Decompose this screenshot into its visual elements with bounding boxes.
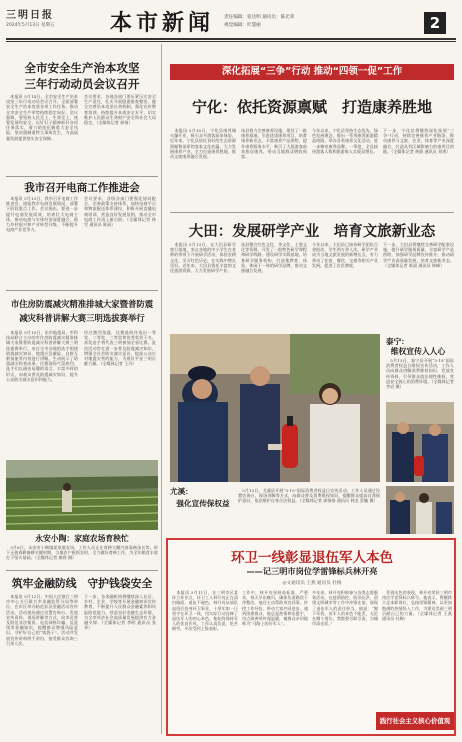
article-4-headline: 宁化：依托资源禀赋 打造康养胜地 bbox=[191, 98, 432, 116]
article-2-body-col2: 会议要求，各级各部门要强化协同配合，完善政策支持体系，加快电商平台和物流配送体系建设，积极开展直播电商培训，营造良好发展氛围，推动全市电商工作再上新台阶。（全媒体记者 林雪 通讯员 陈丽） bbox=[84, 196, 156, 228]
divider bbox=[6, 570, 158, 571]
article-9-body: 5月13日，尤溪县开展“3·15”国际消费者权益日宣传活动。工作人员通过设置咨询台、现场讲解等方式，向群众普及消费维权知识，提醒群众提高自我保护意识，依法维护自身合法权益。（全媒体记者 郭扬扬 通讯员 林龙 雷毓 摄） bbox=[238, 488, 380, 504]
article-3-body-col2: 经过激烈角逐，比赛最终评选出一等奖、二等奖、三等奖和优秀奖若干名，获奖选手将代表三明参加全省比赛。此次活动旨在进一步普及防震减灾知识，增强全社会防灾减灾意识，提高公众应对地震灾害的能力，为建设平安三明贡献力量。（全媒体记者 王丹） bbox=[84, 330, 156, 367]
article-9-headline-line2: 强化宣传保权益 bbox=[176, 499, 230, 508]
article-8-body: 5月13日，泰宁县开展“3·15”国际消费者权益日维权宣传活动，工作人员向群众讲解消费维权知识，发放宣传资料，引导群众依法理性维权，营造安全放心的消费环境。（全媒体记者 李岩 摄） bbox=[386, 358, 454, 390]
theme-banner bbox=[170, 64, 454, 80]
photo-consumer-rights bbox=[386, 402, 454, 482]
date-line: 2024年5月13日 星期五 bbox=[6, 23, 55, 28]
feature-body-col2: 工作中，林开亮坚持高标准、严要求，每天早出晚归，确保负责路段干净整洁。他还主动帮助身边同事，传授工作经验，带动大家共同进步。遇到困难群众，他总是热情伸出援手，用点滴善举传递温暖，被群众亲切地称为“马路上的好军人”。 bbox=[242, 590, 308, 627]
youxi-image bbox=[386, 486, 454, 534]
article-7-body-col2: 下一步，各金融机构将继续深入社区、乡村、企业、学校等开展金融知识宣传教育，不断提升人民群众金融素养和风险防范能力，营造良好金融生态环境，为全市经济社会高质量发展提供有力金融支撑。（全媒体记者 李明 通讯员 张华） bbox=[84, 594, 156, 631]
feature-body-col3: 多年来，林开亮积极参与各类志愿服务活动，在疫情防控、防汛抗洪、创建文明城市等工作中冲锋在前，展现了退伍军人的责任担当。他说：“脱下军装，但军人的本色不能丢，无论在哪个岗位，我都要尽职尽责，为城市添光彩。” bbox=[312, 590, 378, 627]
article-9-headline-line1: 尤溪： bbox=[170, 487, 193, 496]
rice-field-image bbox=[6, 460, 158, 530]
article-8-headline-line1: 泰宁： bbox=[386, 337, 409, 346]
article-4-body-col1: 本报讯 5月10日，宁化县康养城火爆开业，吸引众多游客前来体验。近年来，宁化县依托良好的生态资源禀赋和深厚的客家文化底蕴，大力发展康养产业，全力打造康养胜地，推动文旅康养融合发展。 bbox=[170, 128, 236, 160]
article-5-body-col1: 本报讯 5月13日，在大田县研学旅行基地，来自各地的中小学生在老师的带领下开展研学活动，体验农耕文化、学习红色历史，在实践中增长见识。近年来，大田县依托丰富的文化旅游资源，大力发展研学产业。 bbox=[170, 242, 236, 274]
photo-fire-safety-promotion bbox=[170, 334, 380, 482]
feature-headline: 环卫一线彰显退伍军人本色 bbox=[231, 550, 393, 566]
article-5-headline: 大田：发展研学产业 培育文旅新业态 bbox=[188, 224, 436, 240]
editor-line-1: 责任编辑：张达明 通讯员：陈光荣 bbox=[224, 15, 295, 20]
feature-byline: ◎文通讯员 王燕 通讯员 杜梅 bbox=[282, 581, 342, 586]
slogan-text: 践行社会主义核心价值观 bbox=[379, 717, 451, 725]
article-3-headline-line1: 市住房防震减灾精准排城大家暨普防震 bbox=[10, 299, 154, 309]
article-6-headline: 永安小陶：家庭农场育秧忙 bbox=[35, 534, 129, 543]
article-3-body: 本报讯 5月10日，由市地震局、市科技局联合主办的市住房防震减灾精准排城大家暨普防震减灾科普讲解大赛三明选拔赛举行。来自全市各地的选手围绕防震减灾知识、地震应急避险、自救互救技能等内容进行讲解，生动展示了防震减灾科普成果。比赛现场气氛热烈，选手们以通俗易懂的语言、丰富多样的形式，向观众普及防震减灾知识，提升公众防灾减灾意识和能力。 bbox=[6, 330, 78, 382]
article-5-body-col4: 下一步，大田县将继续完善研学配套设施，提升研学服务质量，丰富研学产品供给，加强研学品牌宣传推介，推动研学产业高质量发展，培育文旅新业态。（全媒体记者 陈晨 通讯员 林峰） bbox=[383, 242, 454, 268]
divider bbox=[170, 212, 454, 213]
divider bbox=[6, 290, 158, 291]
page-number-badge: 2 bbox=[424, 12, 446, 34]
feature-body-col4: 凭借出色的表现，林开亮荣获三明市岗位学雷锋标兵称号。他表示，将继续立足本职岗位，弘扬雷锋精神，以更加饱满的热情投入工作，为建设美丽三明贡献自己的力量。（全媒体记者 王燕 通讯员 杜梅） bbox=[382, 590, 452, 622]
masthead-rule-thin bbox=[6, 41, 456, 42]
article-1-body: 本报讯 5月14日，全市安全生产治本攻坚三年行动动员会议召开，全面部署安全生产治本攻坚各项工作任务，推动全市安全生产形势持续稳定向好。会议强调，要坚持人民至上、生命至上，统筹发展和安全，以钉钉子精神抓好各项任务落实，着力防范化解重大安全风险，坚决遏制重特大事故发生，为高质量发展提供坚实安全保障。 bbox=[6, 94, 78, 141]
article-4-body-col2: 该县着力完善康养设施，建设了一批康养基地，引进优质康养项目，培育康养新业态，丰富康养产品供给，提升康养服务水平，吸引了大批游客前来旅居康养，带动当地群众增收致富。 bbox=[241, 128, 307, 160]
feature-body-col1: 本报讯 5月11日，在三明市区某环卫作业点，环卫工人林开亮正在清扫路面。退伍不褪色，林开亮从部队退役后投身环卫事业，十余年如一日坚守在环卫一线，用实际行动诠释了退伍军人的初心本色。他始终保持军人的优良作风，工作认真负责，吃苦耐劳，多次受到上级表彰。 bbox=[172, 590, 238, 632]
divider bbox=[6, 176, 158, 177]
article-1-headline-line2: 三年行动动员会议召开 bbox=[24, 77, 140, 91]
article-4-body-col4: 下一步，宁化县将继续深化拓展“三争”行动，持续完善康养产业链条，推动康养与文旅、农业、体育等产业深度融合，打造具有区域影响力的康养目的地。（全媒体记者 黄丽 通讯员 刘勇） bbox=[383, 128, 454, 154]
paper-name-logo: 三明日报 bbox=[6, 10, 54, 21]
article-3-headline-line2: 减灾科普讲解大赛三明选拔赛举行 bbox=[19, 313, 145, 323]
section-title: 本市新闻 bbox=[110, 10, 215, 36]
masthead bbox=[0, 0, 462, 40]
photo-rice-nursery bbox=[6, 460, 158, 530]
theme-banner-text: 深化拓展“三争”行动 推动“四领一促”工作 bbox=[221, 66, 403, 77]
article-7-body: 本报讯 5月12日，中国人民银行三明市中心支行联合市金融监管分局等单位，在市区举办防范非法金融活动宣传活动。活动现场通过设置咨询台、发放宣传资料、现场讲解等方式，向市民普及防范非法集资、电信网络诈骗、反洗钱等金融知识，提醒群众增强风险意识，守护好自己的“钱袋子”。活动共发放宣传资料两千余份，接受群众咨询三百余人次。 bbox=[6, 594, 78, 646]
masthead-rule bbox=[6, 38, 456, 40]
article-6-caption: 5月8日，永安市小陶镇某家庭农场，工作人员正在育秧大棚内查看秧苗长势。时下正值春耕备耕关键时期，当地农户抢抓农时，全力做好育秧工作，为全年粮食丰收打下坚实基础。（全媒体记者 廖春 摄） bbox=[6, 545, 158, 561]
photo-youxi-promotion bbox=[386, 486, 454, 534]
article-1-body-col2: 会议要求，各地各部门要压紧压实安全生产责任，扎实开展隐患排查整治，健全完善治本攻坚长效机制，强化宣传教育培训，持续提升本质安全水平，切实维护人民群众生命财产安全和社会大局稳定。（全媒体记者 郭扬） bbox=[84, 94, 156, 126]
consumer-rights-image bbox=[386, 402, 454, 482]
article-7-headline: 筑牢金融防线 守护钱袋安全 bbox=[11, 577, 153, 590]
article-1-headline-line1: 全市安全生产治本攻坚 bbox=[24, 61, 140, 75]
article-2-body: 本报讯 5月13日，我市召开电商工作推进会，通报我市电商发展情况，部署下阶段重点工作。会议指出，要进一步提升电商发展质效，培育壮大电商主体，推动电商与实体经济深度融合，助力乡村振兴和产业转型升级，不断提升电商产业竞争力。 bbox=[6, 196, 78, 233]
column-divider bbox=[161, 44, 162, 734]
article-4-body-col3: 今年以来，宁化县坚持生态优先、绿色发展理念，推出一系列康养旅游精品线路，举办各类康养文化活动，进一步擦亮康养品牌。一季度，全县接待游客人数和旅游收入实现双增长。 bbox=[312, 128, 378, 154]
article-2-headline: 我市召开电商工作推进会 bbox=[24, 182, 140, 194]
article-5-body-col2: 该县整合红色文化、茶文化、土堡文化等资源，开发了一批特色研学课程和研学线路，建设研学实践基地，培育研学服务机构，打造集教育、体验、休闲于一体的研学品牌，推动文旅融合发展。 bbox=[241, 242, 307, 274]
article-8-headline-line2: 维权宣传入人心 bbox=[390, 347, 446, 356]
feature-subtitle: ——记三明市岗位学雷锋标兵林开亮 bbox=[246, 566, 378, 576]
fire-safety-image bbox=[170, 334, 380, 482]
editor-line-2: 视觉编辑：叶慧丽 bbox=[224, 23, 261, 28]
article-5-body-col3: 今年以来，大田县已接待研学团队百余批次、学生两万余人次，研学产业成为当地文旅发展的新增长点，有力带动了住宿、餐饮、交通等相关产业发展，促进了农民增收。 bbox=[312, 242, 378, 268]
